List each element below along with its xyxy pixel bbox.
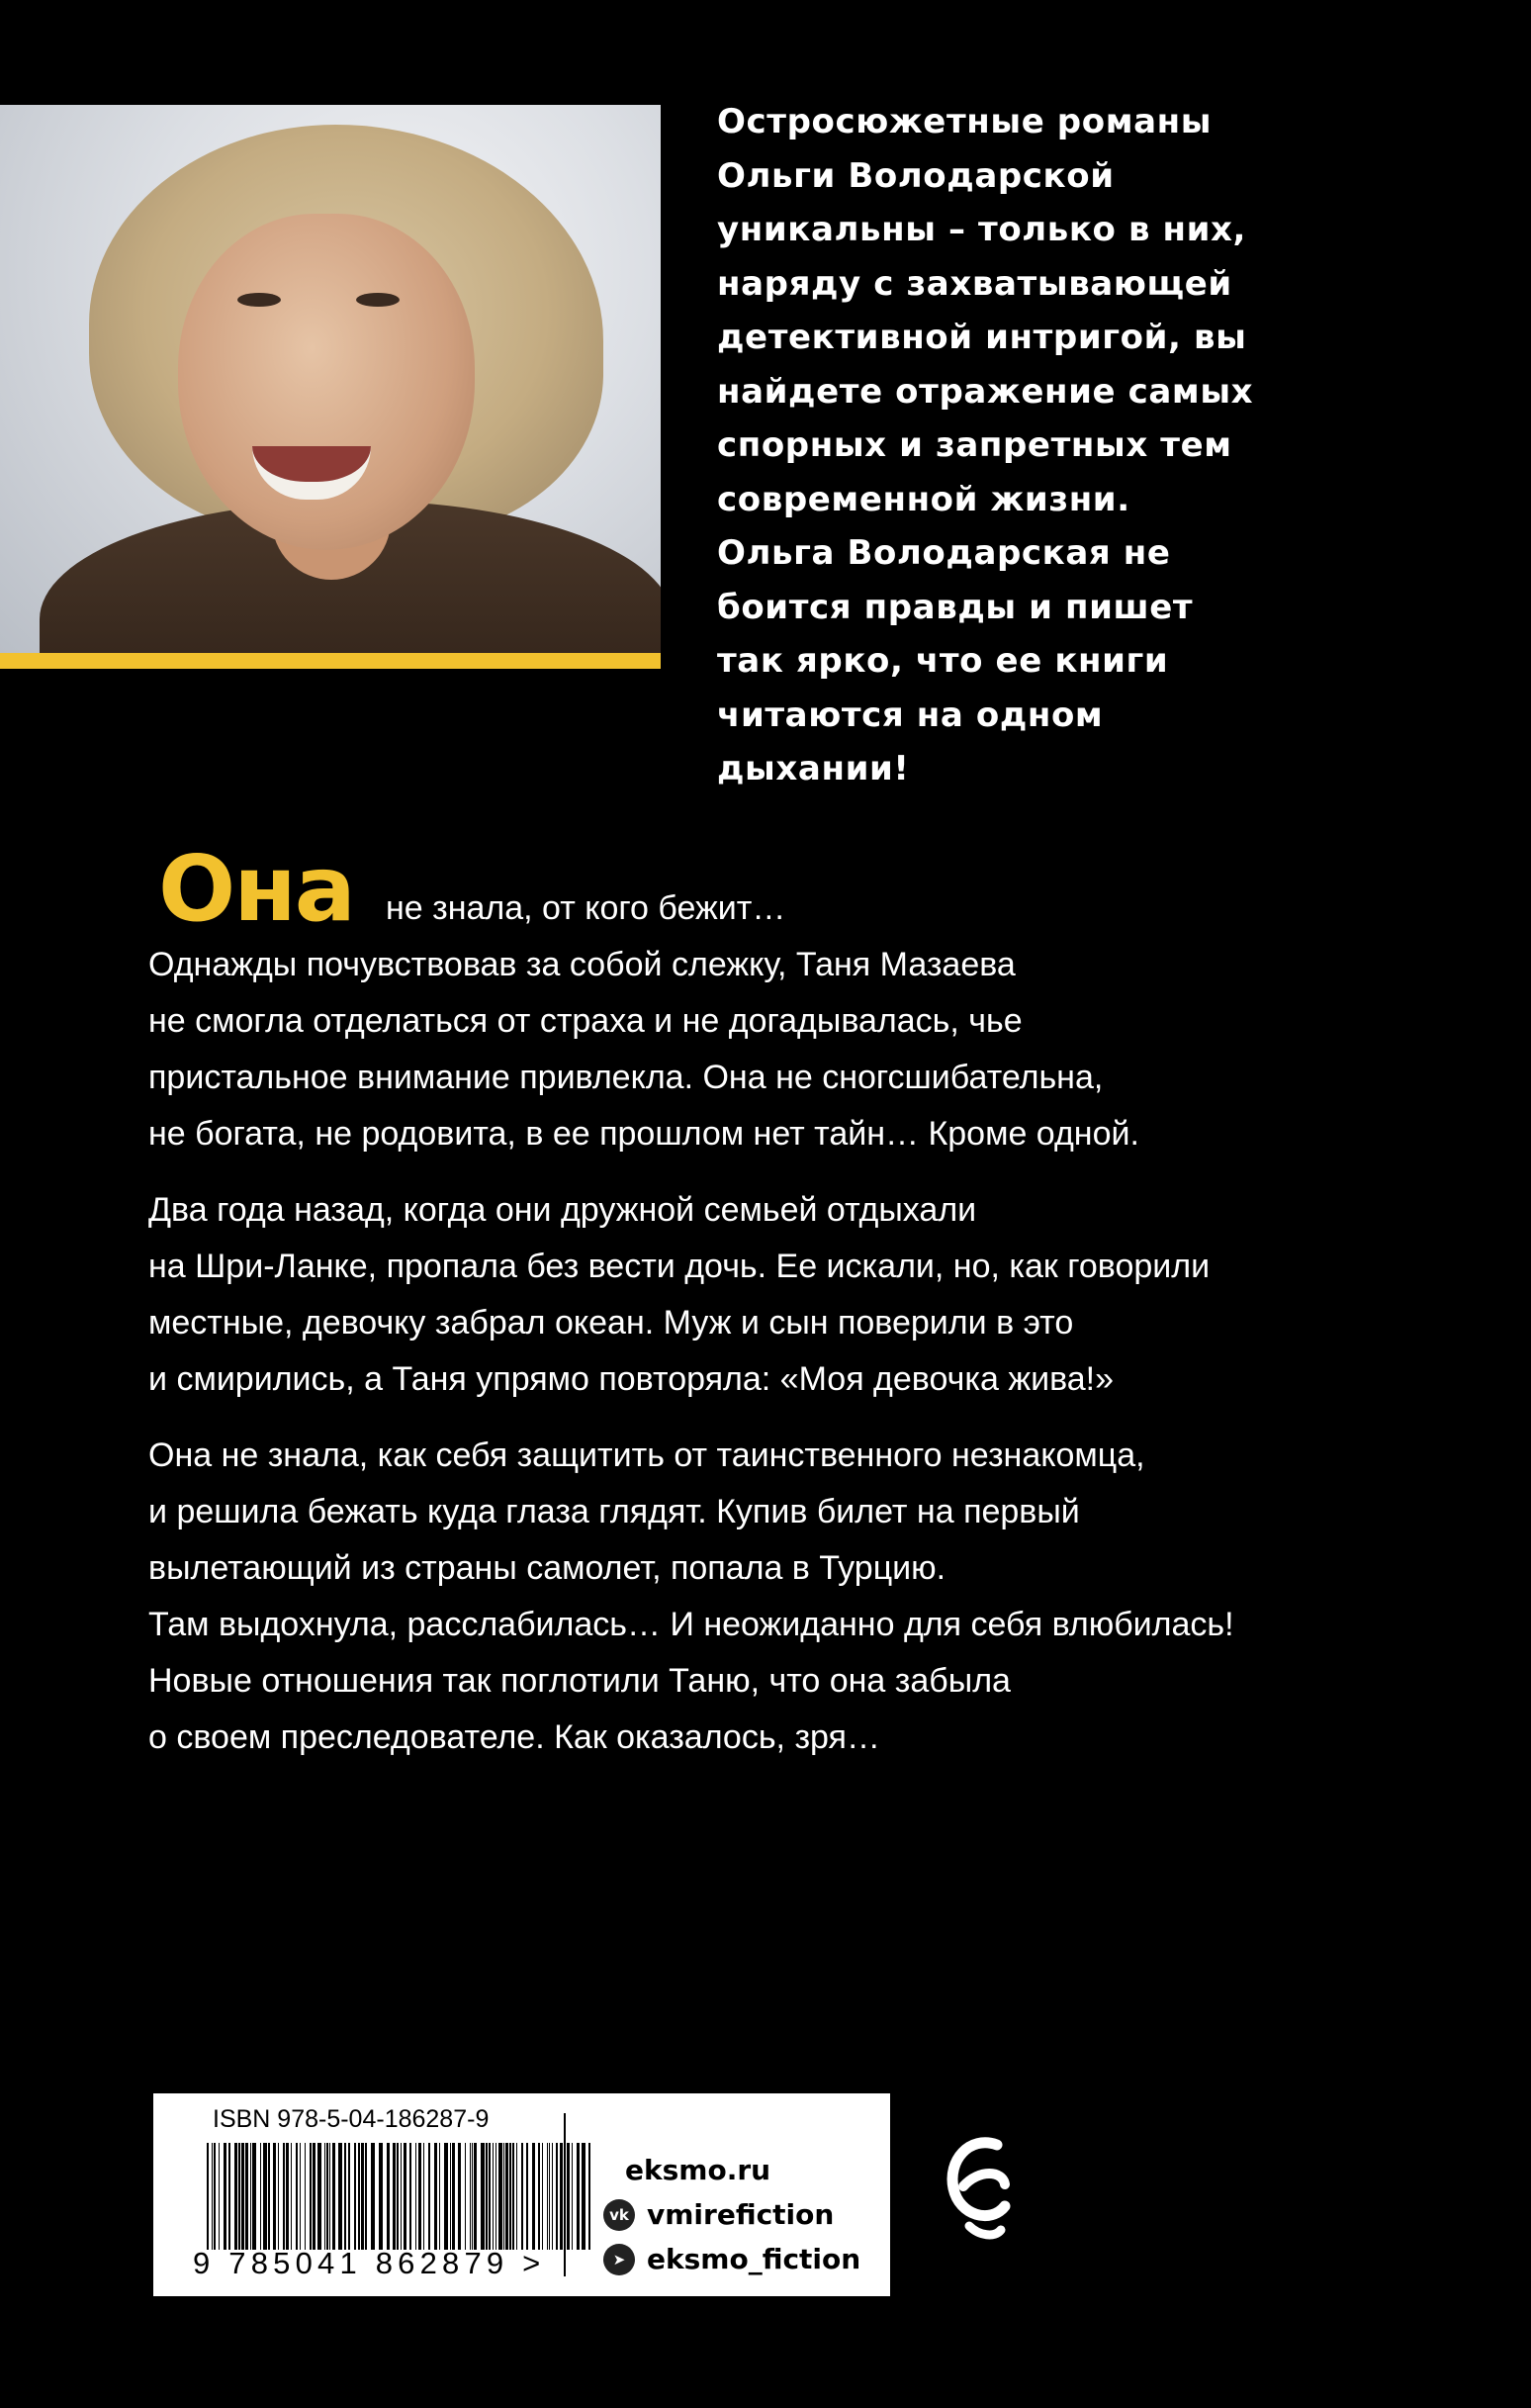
barcode-bar bbox=[470, 2143, 471, 2250]
promo-line: современной жизни. bbox=[717, 479, 1130, 519]
barcode-bar bbox=[278, 2143, 279, 2250]
panel-divider bbox=[564, 2113, 566, 2276]
barcode-bar bbox=[582, 2143, 585, 2250]
barcode-bar bbox=[560, 2143, 563, 2250]
barcode-bar bbox=[532, 2143, 535, 2250]
annotation-line: Она не знала, как себя защитить от таинственного незнакомца, bbox=[148, 1436, 1145, 1474]
annotation-line: Однажды почувствовав за собой слежку, Таня Мазаева bbox=[148, 946, 1016, 983]
barcode-bar bbox=[556, 2143, 558, 2250]
annotation-line: местные, девочку забрал океан. Муж и сын поверили в это bbox=[148, 1304, 1074, 1342]
promo-line: спорных и запретных тем bbox=[717, 425, 1232, 465]
barcode-bar bbox=[409, 2143, 411, 2250]
vk-icon: vk bbox=[603, 2199, 635, 2231]
barcode-bar bbox=[472, 2143, 473, 2250]
barcode-bar bbox=[260, 2143, 261, 2250]
telegram-link[interactable] bbox=[603, 2237, 860, 2281]
barcode-bar bbox=[348, 2143, 350, 2250]
site-link-label: eksmo.ru bbox=[625, 2154, 771, 2186]
site-link[interactable] bbox=[603, 2148, 860, 2192]
barcode-bar bbox=[505, 2143, 508, 2250]
barcode-bar bbox=[273, 2143, 276, 2250]
barcode-bar bbox=[358, 2143, 360, 2250]
barcode-bar bbox=[324, 2143, 325, 2250]
barcode-bar bbox=[549, 2143, 550, 2250]
promo-line: наряду с захватывающей bbox=[717, 263, 1232, 304]
promo-line: дыхании! bbox=[717, 749, 910, 788]
barcode-bar bbox=[371, 2143, 375, 2250]
barcode-bar bbox=[486, 2143, 488, 2250]
social-links bbox=[603, 2148, 860, 2281]
barcode-panel bbox=[153, 2093, 890, 2296]
barcode-bars bbox=[203, 2143, 598, 2250]
promo-line: Ольга Володарская не bbox=[717, 533, 1171, 573]
barcode-bar bbox=[326, 2143, 328, 2250]
annotation-line: Новые отношения так поглотили Таню, что она забыла bbox=[148, 1662, 1011, 1700]
barcode-bar bbox=[317, 2143, 321, 2250]
barcode-bar bbox=[434, 2143, 437, 2250]
promo-line: читаются на одном bbox=[717, 695, 1104, 735]
barcode-bar bbox=[526, 2143, 528, 2250]
promo-line: Ольги Володарской bbox=[717, 155, 1115, 196]
barcode-bar bbox=[415, 2143, 416, 2250]
barcode-bar bbox=[379, 2143, 383, 2250]
annotation-first-line: не знала, от кого бежит… bbox=[386, 889, 786, 927]
annotation-line: и смирились, а Таня упрямо повторяла: «Моя девочка жива!» bbox=[148, 1360, 1115, 1398]
barcode-bar bbox=[329, 2143, 330, 2250]
telegram-link-label: eksmo_fiction bbox=[647, 2243, 861, 2275]
lead-word: Она bbox=[158, 836, 354, 942]
barcode-bar bbox=[495, 2143, 496, 2250]
author-photo bbox=[0, 105, 661, 653]
barcode-bar bbox=[283, 2143, 285, 2250]
barcode-bar bbox=[300, 2143, 301, 2250]
photo-eye-right bbox=[356, 293, 400, 307]
isbn-label: ISBN 978-5-04-186287-9 bbox=[213, 2105, 490, 2133]
barcode-bar bbox=[493, 2143, 494, 2250]
barcode-bar bbox=[577, 2143, 580, 2250]
annotation-line: и решила бежать куда глаза глядят. Купив билет на первый bbox=[148, 1493, 1080, 1530]
barcode-bar bbox=[538, 2143, 540, 2250]
barcode-bar bbox=[428, 2143, 430, 2250]
barcode-bar bbox=[212, 2143, 213, 2250]
barcode-bar bbox=[516, 2143, 517, 2250]
barcode-bar bbox=[489, 2143, 491, 2250]
photo-face bbox=[178, 214, 475, 550]
barcode-bar bbox=[234, 2143, 237, 2250]
photo-accent-bar bbox=[0, 653, 661, 669]
promo-line: найдете отражение самых bbox=[717, 371, 1254, 412]
barcode-bar bbox=[547, 2143, 548, 2250]
promo-blurb bbox=[717, 95, 1350, 796]
barcode-bar bbox=[361, 2143, 364, 2250]
annotation-line: Там выдохнула, расслабилась… И неожиданно для себя влюбилась! bbox=[148, 1606, 1234, 1643]
barcode-bar bbox=[238, 2143, 240, 2250]
barcode-bar bbox=[498, 2143, 502, 2250]
barcode-bar bbox=[228, 2143, 230, 2250]
barcode-bar bbox=[305, 2143, 306, 2250]
promo-line: Остросюжетные романы bbox=[717, 102, 1213, 141]
barcode-bar bbox=[344, 2143, 346, 2250]
barcode-bar bbox=[310, 2143, 312, 2250]
barcode-bar bbox=[418, 2143, 421, 2250]
annotation-line: Два года назад, когда они дружной семьей отдыхали bbox=[148, 1191, 977, 1229]
annotation-line: о своем преследователе. Как оказалось, зря… bbox=[148, 1718, 880, 1756]
barcode-bar bbox=[365, 2143, 367, 2250]
promo-line: так ярко, что ее книги bbox=[717, 641, 1169, 681]
barcode-bar bbox=[263, 2143, 267, 2250]
barcode-bar bbox=[404, 2143, 406, 2250]
barcode-bar bbox=[439, 2143, 440, 2250]
barcode-bar bbox=[444, 2143, 448, 2250]
barcode-bar bbox=[452, 2143, 455, 2250]
photo-eye-left bbox=[237, 293, 281, 307]
annotation-line: не богата, не родовита, в ее прошлом нет тайн… Кроме одной. bbox=[148, 1115, 1139, 1153]
barcode-bar bbox=[552, 2143, 553, 2250]
vk-link-label: vmirefiction bbox=[647, 2198, 835, 2231]
barcode-bar bbox=[207, 2143, 209, 2250]
barcode-bar bbox=[224, 2143, 226, 2250]
barcode-bar bbox=[332, 2143, 335, 2250]
barcode-bar bbox=[252, 2143, 256, 2250]
barcode-bar bbox=[241, 2143, 244, 2250]
barcode-bar bbox=[268, 2143, 270, 2250]
barcode-bar bbox=[458, 2143, 461, 2250]
barcode-bar bbox=[503, 2143, 504, 2250]
annotation-line: вылетающий из страны самолет, попала в Турцию. bbox=[148, 1549, 946, 1587]
barcode-bar bbox=[423, 2143, 424, 2250]
barcode-bar bbox=[542, 2143, 543, 2250]
vk-link[interactable] bbox=[603, 2192, 860, 2237]
barcode-bar bbox=[450, 2143, 451, 2250]
barcode-bar bbox=[338, 2143, 342, 2250]
barcode-bar bbox=[387, 2143, 390, 2250]
barcode-bar bbox=[481, 2143, 485, 2250]
barcode-bar bbox=[313, 2143, 315, 2250]
barcode-bar bbox=[397, 2143, 399, 2250]
barcode-bar bbox=[401, 2143, 402, 2250]
telegram-icon: ➤ bbox=[603, 2244, 635, 2275]
barcode-bar bbox=[509, 2143, 511, 2250]
barcode-bar bbox=[521, 2143, 523, 2250]
barcode-bar bbox=[245, 2143, 248, 2250]
barcode-bar bbox=[393, 2143, 396, 2250]
promo-line: детективной интригой, вы bbox=[717, 318, 1247, 357]
barcode-digits: 9 785041 862879 > bbox=[193, 2246, 546, 2280]
barcode-bar bbox=[291, 2143, 292, 2250]
promo-line: боится правды и пишет bbox=[717, 587, 1194, 627]
annotation-text bbox=[148, 880, 1395, 1766]
barcode-bar bbox=[572, 2143, 573, 2250]
barcode-bar bbox=[219, 2143, 220, 2250]
eksmo-logo-icon bbox=[940, 2127, 1019, 2246]
barcode-bar bbox=[250, 2143, 251, 2250]
barcode-bar bbox=[354, 2143, 356, 2250]
barcode-bar bbox=[512, 2143, 514, 2250]
barcode-bar bbox=[465, 2143, 466, 2250]
annotation-line: не смогла отделаться от страха и не догадывалась, чье bbox=[148, 1002, 1023, 1040]
annotation-line: пристальное внимание привлекла. Она не сногсшибательна, bbox=[148, 1059, 1104, 1096]
barcode-bar bbox=[588, 2143, 590, 2250]
barcode-bar bbox=[214, 2143, 216, 2250]
barcode-bar bbox=[567, 2143, 570, 2250]
promo-line: уникальны – только в них, bbox=[717, 210, 1247, 249]
barcode-bar bbox=[286, 2143, 289, 2250]
barcode-bar bbox=[474, 2143, 477, 2250]
annotation-line: на Шри-Ланке, пропала без вести дочь. Ее искали, но, как говорили bbox=[148, 1248, 1211, 1285]
barcode-bar bbox=[296, 2143, 298, 2250]
